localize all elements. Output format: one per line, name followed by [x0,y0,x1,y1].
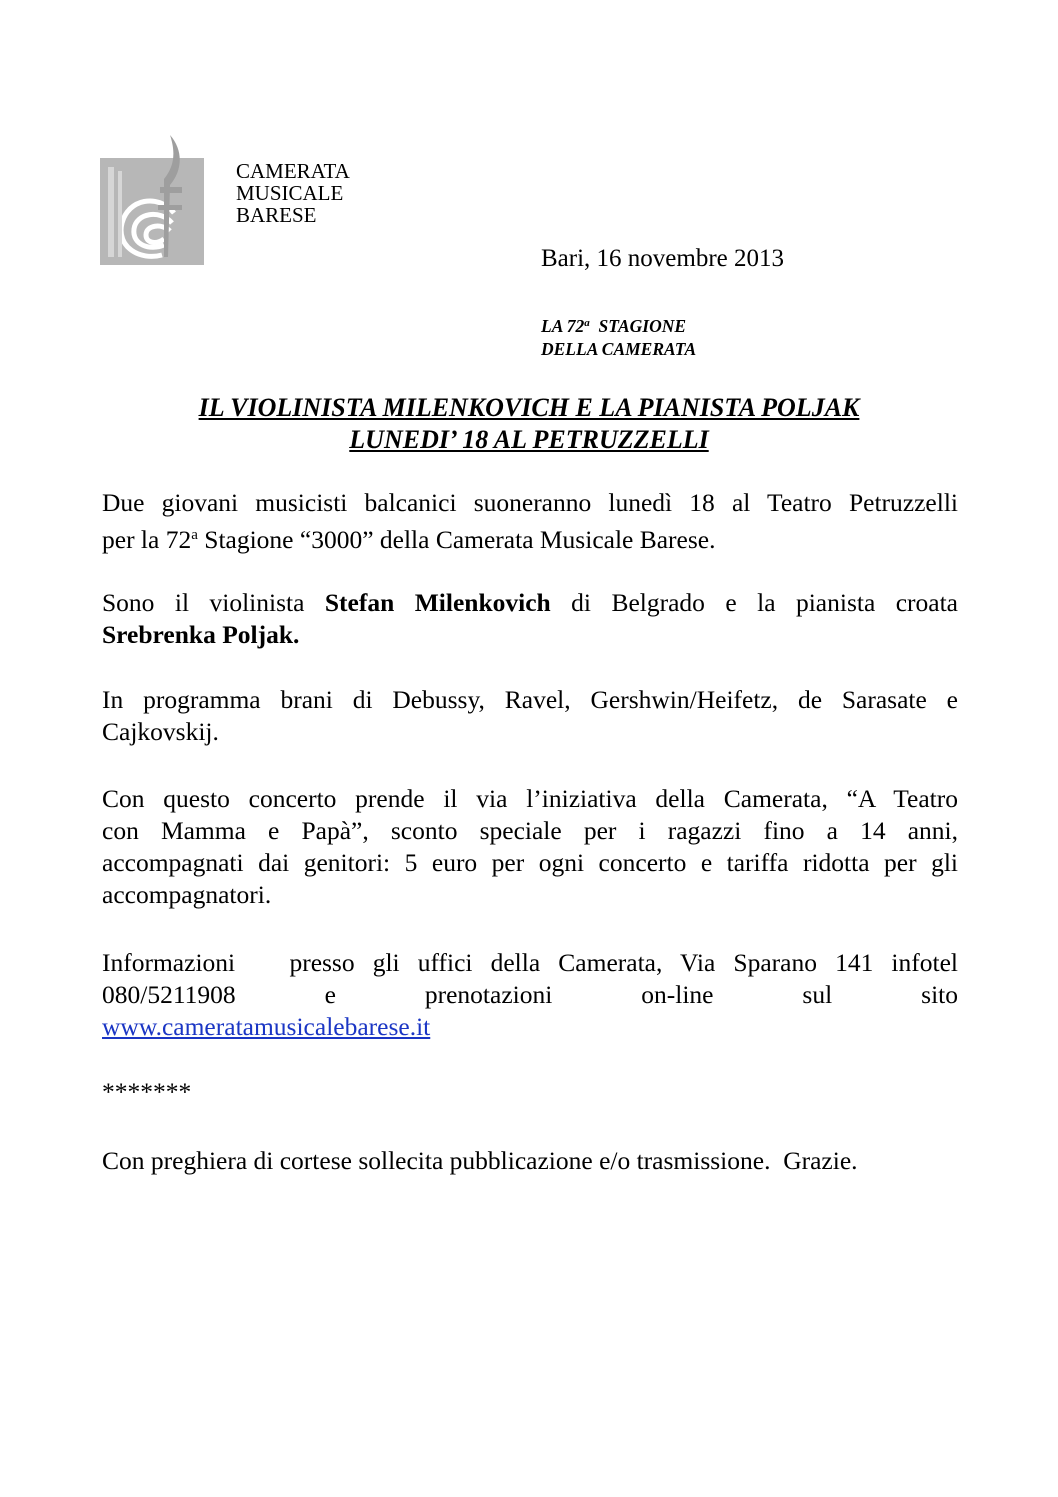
org-name-line: BARESE [236,203,317,227]
headline-line-1: IL VIOLINISTA MILENKOVICH E LA PIANISTA POLJAK [198,393,860,422]
paragraph-line: In programma brani di Debussy, Ravel, Gershwin/Heifetz, de Sarasate e [102,685,958,714]
paragraph-line [102,619,958,651]
paragraph-performers [102,587,958,651]
season-line-1 [541,312,696,338]
paragraph-line: Con questo concerto prende il via l’iniziativa della Camerata, “A Teatro [102,784,958,813]
org-name-line: CAMERATA [236,159,350,183]
treble-clef-logo-icon [100,127,204,265]
paragraph-line: Due giovani musicisti balcanici suoneranno lunedì 18 al Teatro Petruzzelli [102,488,958,517]
text-run: di Belgrado e la pianista croata [550,588,958,617]
pianist-name: Srebrenka Poljak. [102,620,300,649]
text-run: Stagione “3000” della Camerata Musicale Barese. [197,525,716,554]
paragraph-info [102,947,958,1043]
text-run: per la 72 [102,525,192,554]
paragraph-line [102,1011,958,1043]
headline [100,392,958,456]
paragraph-line: Informazioni presso gli uffici della Camerata, Via Sparano 141 infotel [102,948,958,977]
website-link[interactable]: www.cameratamusicalebarese.it [102,1012,431,1041]
closing-line: Con preghiera di cortese sollecita pubblicazione e/o trasmissione. Grazie. [102,1146,858,1175]
season-text: STAGIONE [589,316,687,336]
paragraph-line [102,519,958,556]
camerata-logo [100,127,204,265]
paragraph-line: accompagnatori. [102,880,272,909]
text-run: Sono il violinista [102,588,325,617]
paragraph-initiative [102,783,958,911]
org-name-line: MUSICALE [236,181,344,205]
paragraph-line [102,587,958,619]
season-line-2: DELLA CAMERATA [541,339,697,359]
paragraph-program [102,684,958,748]
season-label [541,312,696,361]
paragraph-line: accompagnati dai genitori: 5 euro per ogni concerto e tariffa ridotta per gli [102,848,958,877]
paragraph-line: 080/5211908 e prenotazioni on-line sul sito [102,980,958,1009]
headline-line-2: LUNEDI’ 18 AL PETRUZZELLI [349,425,709,454]
paragraph-line: con Mamma e Papà”, sconto speciale per i ragazzi fino a 14 anni, [102,816,958,845]
paragraph-line: Cajkovskij. [102,717,219,746]
paragraph-intro [102,487,958,556]
separator: ******* [102,1077,192,1106]
document-date: Bari, 16 novembre 2013 [541,245,785,272]
ordinal-superscript: a [191,527,198,543]
violinist-name: Stefan Milenkovich [324,588,551,617]
season-text: LA 72 [541,316,585,336]
ordinal-superscript: a [584,317,590,329]
organization-name [236,160,350,226]
